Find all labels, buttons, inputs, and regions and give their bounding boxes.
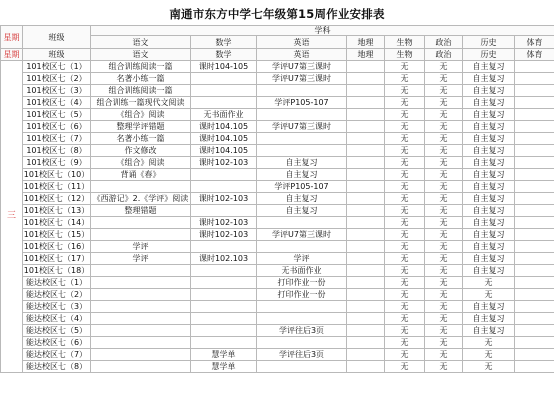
- cell-pe[interactable]: [515, 361, 554, 373]
- cell-math[interactable]: 课时102-103: [191, 217, 257, 229]
- cell-politics[interactable]: 无: [425, 229, 463, 241]
- cell-politics[interactable]: 无: [425, 205, 463, 217]
- cell-pe[interactable]: [515, 181, 554, 193]
- cell-class[interactable]: 101校区七（1）: [23, 61, 91, 73]
- cell-english[interactable]: [257, 301, 347, 313]
- cell-history[interactable]: 自主复习: [463, 121, 515, 133]
- cell-history[interactable]: 自主复习: [463, 145, 515, 157]
- cell-geography[interactable]: [347, 73, 385, 85]
- cell-class[interactable]: 能达校区七（1）: [23, 277, 91, 289]
- subject-header-math[interactable]: 数学: [191, 36, 257, 49]
- cell-english[interactable]: 学评U7第三课时: [257, 121, 347, 133]
- cell-politics[interactable]: 无: [425, 301, 463, 313]
- cell-biology[interactable]: 无: [385, 289, 425, 301]
- subject-subheader-politics[interactable]: 政治: [425, 49, 463, 61]
- cell-history[interactable]: 无: [463, 277, 515, 289]
- subject-subheader-chinese[interactable]: 语文: [91, 49, 191, 61]
- cell-english[interactable]: [257, 337, 347, 349]
- table-row: [1, 337, 554, 349]
- table-row: [1, 181, 554, 193]
- cell-politics[interactable]: 无: [425, 361, 463, 373]
- cell-politics[interactable]: 无: [425, 85, 463, 97]
- cell-geography[interactable]: [347, 337, 385, 349]
- cell-geography[interactable]: [347, 109, 385, 121]
- cell-history[interactable]: 无: [463, 361, 515, 373]
- weekday-header[interactable]: 星期: [1, 26, 23, 49]
- cell-politics[interactable]: 无: [425, 73, 463, 85]
- cell-english[interactable]: 自主复习: [257, 193, 347, 205]
- cell-biology[interactable]: 无: [385, 157, 425, 169]
- cell-politics[interactable]: 无: [425, 313, 463, 325]
- cell-geography[interactable]: [347, 205, 385, 217]
- cell-pe[interactable]: [515, 145, 554, 157]
- cell-class[interactable]: 101校区七（3）: [23, 85, 91, 97]
- cell-geography[interactable]: [347, 313, 385, 325]
- cell-biology[interactable]: 无: [385, 121, 425, 133]
- cell-politics[interactable]: 无: [425, 217, 463, 229]
- cell-english[interactable]: [257, 145, 347, 157]
- cell-biology[interactable]: 无: [385, 361, 425, 373]
- cell-chinese[interactable]: 名著小练一篇: [91, 73, 191, 85]
- cell-math[interactable]: 课时104.105: [191, 145, 257, 157]
- table-row: [1, 97, 554, 109]
- subject-header-chinese[interactable]: 语文: [91, 36, 191, 49]
- cell-history[interactable]: 自主复习: [463, 169, 515, 181]
- cell-geography[interactable]: [347, 301, 385, 313]
- cell-geography[interactable]: [347, 121, 385, 133]
- cell-pe[interactable]: [515, 109, 554, 121]
- cell-math[interactable]: [191, 277, 257, 289]
- subject-header-pe[interactable]: 体育: [515, 36, 554, 49]
- cell-geography[interactable]: [347, 253, 385, 265]
- cell-chinese[interactable]: [91, 313, 191, 325]
- table-row: [1, 85, 554, 97]
- table-row: [1, 157, 554, 169]
- cell-politics[interactable]: 无: [425, 157, 463, 169]
- cell-politics[interactable]: 无: [425, 109, 463, 121]
- cell-biology[interactable]: 无: [385, 145, 425, 157]
- cell-chinese[interactable]: 《组合》阅读: [91, 109, 191, 121]
- cell-pe[interactable]: [515, 133, 554, 145]
- cell-history[interactable]: 自主复习: [463, 313, 515, 325]
- cell-class[interactable]: 能达校区七（7）: [23, 349, 91, 361]
- cell-biology[interactable]: 无: [385, 313, 425, 325]
- cell-english[interactable]: 学评U7第三课时: [257, 73, 347, 85]
- table-row: [1, 349, 554, 361]
- cell-geography[interactable]: [347, 217, 385, 229]
- table-row: [1, 133, 554, 145]
- cell-biology[interactable]: 无: [385, 109, 425, 121]
- cell-math[interactable]: [191, 181, 257, 193]
- cell-geography[interactable]: [347, 325, 385, 337]
- table-row: [1, 325, 554, 337]
- cell-biology[interactable]: 无: [385, 193, 425, 205]
- cell-history[interactable]: 自主复习: [463, 181, 515, 193]
- table-row: [1, 313, 554, 325]
- cell-english[interactable]: 打印作业一份: [257, 289, 347, 301]
- cell-history[interactable]: 自主复习: [463, 133, 515, 145]
- cell-english[interactable]: [257, 109, 347, 121]
- cell-pe[interactable]: [515, 97, 554, 109]
- cell-class[interactable]: 101校区七（17）: [23, 254, 90, 263]
- subject-header-history[interactable]: 历史: [463, 36, 515, 49]
- subject-header-geography[interactable]: 地理: [347, 36, 385, 49]
- table-row: [1, 169, 554, 181]
- cell-politics[interactable]: 无: [425, 289, 463, 301]
- subject-subheader-pe[interactable]: 体育: [515, 49, 554, 61]
- table-row: [1, 253, 554, 265]
- cell-biology[interactable]: 无: [385, 169, 425, 181]
- cell-geography[interactable]: [347, 289, 385, 301]
- cell-history[interactable]: 自主复习: [463, 301, 515, 313]
- cell-biology[interactable]: 无: [385, 349, 425, 361]
- table-row: [1, 121, 554, 133]
- cell-class[interactable]: 101校区七（11）: [23, 182, 90, 191]
- table-row: [1, 277, 554, 289]
- cell-english[interactable]: [257, 85, 347, 97]
- cell-chinese[interactable]: 组合训练一篇现代文阅读: [91, 97, 191, 109]
- subject-group-header[interactable]: 学科: [91, 26, 554, 36]
- cell-geography[interactable]: [347, 61, 385, 73]
- cell-english[interactable]: [257, 241, 347, 253]
- cell-biology[interactable]: 无: [385, 205, 425, 217]
- table-row: [1, 265, 554, 277]
- table-row: [1, 109, 554, 121]
- cell-history[interactable]: 无: [463, 349, 515, 361]
- cell-politics[interactable]: 无: [425, 277, 463, 289]
- subject-subheader-biology[interactable]: 生物: [385, 49, 425, 61]
- cell-math[interactable]: [191, 241, 257, 253]
- cell-class[interactable]: 能达校区七（8）: [23, 361, 91, 373]
- cell-pe[interactable]: [515, 337, 554, 349]
- cell-math[interactable]: 慧学单: [191, 361, 257, 373]
- cell-politics[interactable]: 无: [425, 325, 463, 337]
- cell-math[interactable]: [191, 337, 257, 349]
- cell-chinese[interactable]: [91, 325, 191, 337]
- cell-geography[interactable]: [347, 265, 385, 277]
- cell-chinese[interactable]: 整理错题: [91, 205, 191, 217]
- cell-geography[interactable]: [347, 241, 385, 253]
- cell-english[interactable]: 自主复习: [257, 169, 347, 181]
- cell-politics[interactable]: 无: [425, 133, 463, 145]
- cell-english[interactable]: 自主复习: [257, 205, 347, 217]
- class-subheader[interactable]: 班级: [23, 49, 91, 61]
- cell-politics[interactable]: 无: [425, 121, 463, 133]
- cell-geography[interactable]: [347, 361, 385, 373]
- cell-math[interactable]: [191, 73, 257, 85]
- cell-history[interactable]: 自主复习: [463, 265, 515, 277]
- cell-pe[interactable]: [515, 121, 554, 133]
- subject-subheader-english[interactable]: 英语: [257, 49, 347, 61]
- cell-pe[interactable]: [515, 217, 554, 229]
- cell-chinese[interactable]: [91, 229, 191, 241]
- cell-math[interactable]: [191, 313, 257, 325]
- cell-math[interactable]: 课时104.105: [191, 121, 257, 133]
- cell-english[interactable]: 学评U7第三课时: [257, 229, 347, 241]
- cell-biology[interactable]: 无: [385, 301, 425, 313]
- cell-english[interactable]: 打印作业一份: [257, 277, 347, 289]
- header-row-3: [1, 49, 554, 61]
- cell-biology[interactable]: 无: [385, 181, 425, 193]
- cell-pe[interactable]: [515, 157, 554, 169]
- table-row: [1, 73, 554, 85]
- cell-history[interactable]: 自主复习: [463, 193, 515, 205]
- cell-english[interactable]: 学评往后3页: [257, 349, 347, 361]
- cell-class[interactable]: 101校区七（14）: [23, 218, 90, 227]
- cell-pe[interactable]: [515, 193, 554, 205]
- cell-math[interactable]: 课时104.105: [191, 133, 257, 145]
- cell-biology[interactable]: 无: [385, 337, 425, 349]
- cell-politics[interactable]: 无: [425, 265, 463, 277]
- cell-pe[interactable]: [515, 325, 554, 337]
- cell-history[interactable]: 自主复习: [463, 217, 515, 229]
- cell-pe[interactable]: [515, 313, 554, 325]
- cell-chinese[interactable]: 名著小练一篇: [91, 133, 191, 145]
- cell-geography[interactable]: [347, 349, 385, 361]
- cell-english[interactable]: [257, 217, 347, 229]
- cell-class[interactable]: 101校区七（12）: [23, 194, 90, 203]
- cell-politics[interactable]: 无: [425, 349, 463, 361]
- cell-politics[interactable]: 无: [425, 193, 463, 205]
- cell-chinese[interactable]: 《组合》阅读: [91, 157, 191, 169]
- cell-politics[interactable]: 无: [425, 241, 463, 253]
- table-row: [1, 301, 554, 313]
- cell-chinese[interactable]: [91, 289, 191, 301]
- weekday-subheader[interactable]: 星期: [1, 49, 23, 61]
- weekday-cell[interactable]: 三: [1, 61, 23, 373]
- cell-geography[interactable]: [347, 133, 385, 145]
- cell-history[interactable]: 自主复习: [463, 157, 515, 169]
- cell-biology[interactable]: 无: [385, 61, 425, 73]
- sheet-title: 南通市东方中学七年级第15周作业安排表: [169, 7, 385, 21]
- cell-class[interactable]: 能达校区七（4）: [23, 313, 91, 325]
- cell-math[interactable]: 课时102-103: [191, 193, 257, 205]
- cell-geography[interactable]: [347, 85, 385, 97]
- table-row: [1, 217, 554, 229]
- cell-class[interactable]: 能达校区七（6）: [23, 337, 91, 349]
- cell-geography[interactable]: [347, 229, 385, 241]
- cell-history[interactable]: 无: [463, 337, 515, 349]
- cell-geography[interactable]: [347, 277, 385, 289]
- cell-english[interactable]: 学评往后3页: [257, 325, 347, 337]
- cell-class[interactable]: 101校区七（6）: [23, 121, 91, 133]
- cell-class[interactable]: 101校区七（2）: [23, 73, 91, 85]
- cell-math[interactable]: [191, 265, 257, 277]
- cell-politics[interactable]: 无: [425, 145, 463, 157]
- cell-chinese[interactable]: [91, 265, 191, 277]
- homework-table: [0, 25, 554, 373]
- table-row: [1, 229, 554, 241]
- cell-politics[interactable]: 无: [425, 337, 463, 349]
- table-row: [1, 61, 554, 73]
- cell-pe[interactable]: [515, 301, 554, 313]
- cell-class[interactable]: 101校区七（13）: [23, 206, 90, 215]
- cell-english[interactable]: 学评U7第三课时: [257, 61, 347, 73]
- cell-biology[interactable]: 无: [385, 241, 425, 253]
- cell-history[interactable]: 自主复习: [463, 325, 515, 337]
- cell-politics[interactable]: 无: [425, 253, 463, 265]
- cell-english[interactable]: 学评: [257, 253, 347, 265]
- cell-chinese[interactable]: 背诵《春》: [91, 169, 191, 181]
- cell-english[interactable]: [257, 313, 347, 325]
- cell-biology[interactable]: 无: [385, 229, 425, 241]
- cell-pe[interactable]: [515, 169, 554, 181]
- subject-header-politics[interactable]: 政治: [425, 36, 463, 49]
- cell-chinese[interactable]: 组合训练阅读一篇: [91, 85, 191, 97]
- cell-chinese[interactable]: [91, 181, 191, 193]
- table-row: [1, 289, 554, 301]
- cell-chinese[interactable]: 《西游记》2.《学评》阅读: [91, 193, 191, 205]
- cell-pe[interactable]: [515, 265, 554, 277]
- cell-class[interactable]: 101校区七（9）: [23, 157, 91, 169]
- cell-biology[interactable]: 无: [385, 85, 425, 97]
- cell-chinese[interactable]: 学评: [91, 253, 191, 265]
- cell-pe[interactable]: [515, 277, 554, 289]
- cell-chinese[interactable]: [91, 337, 191, 349]
- cell-chinese[interactable]: 学评: [91, 241, 191, 253]
- cell-chinese[interactable]: 组合训练阅读一篇: [91, 61, 191, 73]
- table-row: [1, 205, 554, 217]
- cell-chinese[interactable]: [91, 361, 191, 373]
- cell-history[interactable]: 自主复习: [463, 97, 515, 109]
- header-row-1: [1, 26, 554, 36]
- cell-class[interactable]: 101校区七（4）: [23, 97, 91, 109]
- cell-math[interactable]: 课时104-105: [191, 61, 257, 73]
- subject-subheader-math[interactable]: 数学: [191, 49, 257, 61]
- cell-class[interactable]: 101校区七（7）: [23, 133, 91, 145]
- cell-class[interactable]: 能达校区七（3）: [23, 301, 91, 313]
- cell-english[interactable]: 无书面作业: [257, 265, 347, 277]
- cell-geography[interactable]: [347, 181, 385, 193]
- cell-class[interactable]: 能达校区七（2）: [23, 289, 91, 301]
- cell-math[interactable]: [191, 97, 257, 109]
- class-header[interactable]: 班级: [23, 26, 91, 49]
- cell-english[interactable]: 自主复习: [257, 157, 347, 169]
- cell-pe[interactable]: [515, 229, 554, 241]
- cell-math[interactable]: [191, 325, 257, 337]
- cell-geography[interactable]: [347, 97, 385, 109]
- cell-class[interactable]: 101校区七（15）: [23, 230, 90, 239]
- cell-math[interactable]: [191, 301, 257, 313]
- cell-math[interactable]: [191, 289, 257, 301]
- cell-pe[interactable]: [515, 349, 554, 361]
- cell-history[interactable]: 自主复习: [463, 61, 515, 73]
- cell-politics[interactable]: 无: [425, 181, 463, 193]
- cell-pe[interactable]: [515, 61, 554, 73]
- cell-math[interactable]: 无书面作业: [191, 109, 257, 121]
- cell-chinese[interactable]: 整理学评错题: [91, 121, 191, 133]
- cell-pe[interactable]: [515, 85, 554, 97]
- cell-geography[interactable]: [347, 157, 385, 169]
- cell-politics[interactable]: 无: [425, 169, 463, 181]
- cell-geography[interactable]: [347, 169, 385, 181]
- cell-biology[interactable]: 无: [385, 133, 425, 145]
- cell-english[interactable]: 学评P105-107: [257, 181, 347, 193]
- cell-history[interactable]: 自主复习: [463, 241, 515, 253]
- cell-math[interactable]: [191, 169, 257, 181]
- cell-chinese[interactable]: [91, 349, 191, 361]
- cell-english[interactable]: [257, 361, 347, 373]
- cell-politics[interactable]: 无: [425, 97, 463, 109]
- cell-biology[interactable]: 无: [385, 217, 425, 229]
- cell-english[interactable]: [257, 133, 347, 145]
- cell-history[interactable]: 自主复习: [463, 253, 515, 265]
- cell-class[interactable]: 101校区七（5）: [23, 109, 91, 121]
- cell-chinese[interactable]: [91, 301, 191, 313]
- cell-biology[interactable]: 无: [385, 97, 425, 109]
- cell-class[interactable]: 能达校区七（5）: [23, 325, 91, 337]
- cell-math[interactable]: [191, 205, 257, 217]
- cell-class[interactable]: 101校区七（18）: [23, 266, 90, 275]
- cell-biology[interactable]: 无: [385, 253, 425, 265]
- cell-math[interactable]: [191, 85, 257, 97]
- cell-biology[interactable]: 无: [385, 277, 425, 289]
- cell-pe[interactable]: [515, 289, 554, 301]
- cell-pe[interactable]: [515, 253, 554, 265]
- table-row: [1, 145, 554, 157]
- cell-history[interactable]: 自主复习: [463, 85, 515, 97]
- cell-geography[interactable]: [347, 193, 385, 205]
- cell-geography[interactable]: [347, 145, 385, 157]
- cell-biology[interactable]: 无: [385, 325, 425, 337]
- cell-biology[interactable]: 无: [385, 265, 425, 277]
- cell-math[interactable]: 课时102-103: [191, 229, 257, 241]
- cell-pe[interactable]: [515, 205, 554, 217]
- cell-pe[interactable]: [515, 241, 554, 253]
- cell-history[interactable]: 自主复习: [463, 229, 515, 241]
- cell-math[interactable]: 慧学单: [191, 349, 257, 361]
- subject-header-english[interactable]: 英语: [257, 36, 347, 49]
- table-row: [1, 193, 554, 205]
- subject-subheader-geography[interactable]: 地理: [347, 49, 385, 61]
- cell-pe[interactable]: [515, 73, 554, 85]
- cell-class[interactable]: 101校区七（16）: [23, 242, 90, 251]
- cell-politics[interactable]: 无: [425, 61, 463, 73]
- cell-chinese[interactable]: [91, 217, 191, 229]
- table-row: [1, 361, 554, 373]
- cell-class[interactable]: 101校区七（10）: [23, 170, 90, 179]
- table-row: [1, 241, 554, 253]
- cell-class[interactable]: 101校区七（8）: [23, 145, 91, 157]
- cell-history[interactable]: 自主复习: [463, 73, 515, 85]
- cell-history[interactable]: 无: [463, 289, 515, 301]
- subject-header-biology[interactable]: 生物: [385, 36, 425, 49]
- cell-english[interactable]: 学评P105-107: [257, 97, 347, 109]
- cell-chinese[interactable]: 作文修改: [91, 145, 191, 157]
- cell-biology[interactable]: 无: [385, 73, 425, 85]
- subject-subheader-history[interactable]: 历史: [463, 49, 515, 61]
- cell-chinese[interactable]: [91, 277, 191, 289]
- cell-math[interactable]: 课时102.103: [191, 253, 257, 265]
- cell-history[interactable]: 自主复习: [463, 109, 515, 121]
- cell-math[interactable]: 课时102-103: [191, 157, 257, 169]
- cell-history[interactable]: 自主复习: [463, 205, 515, 217]
